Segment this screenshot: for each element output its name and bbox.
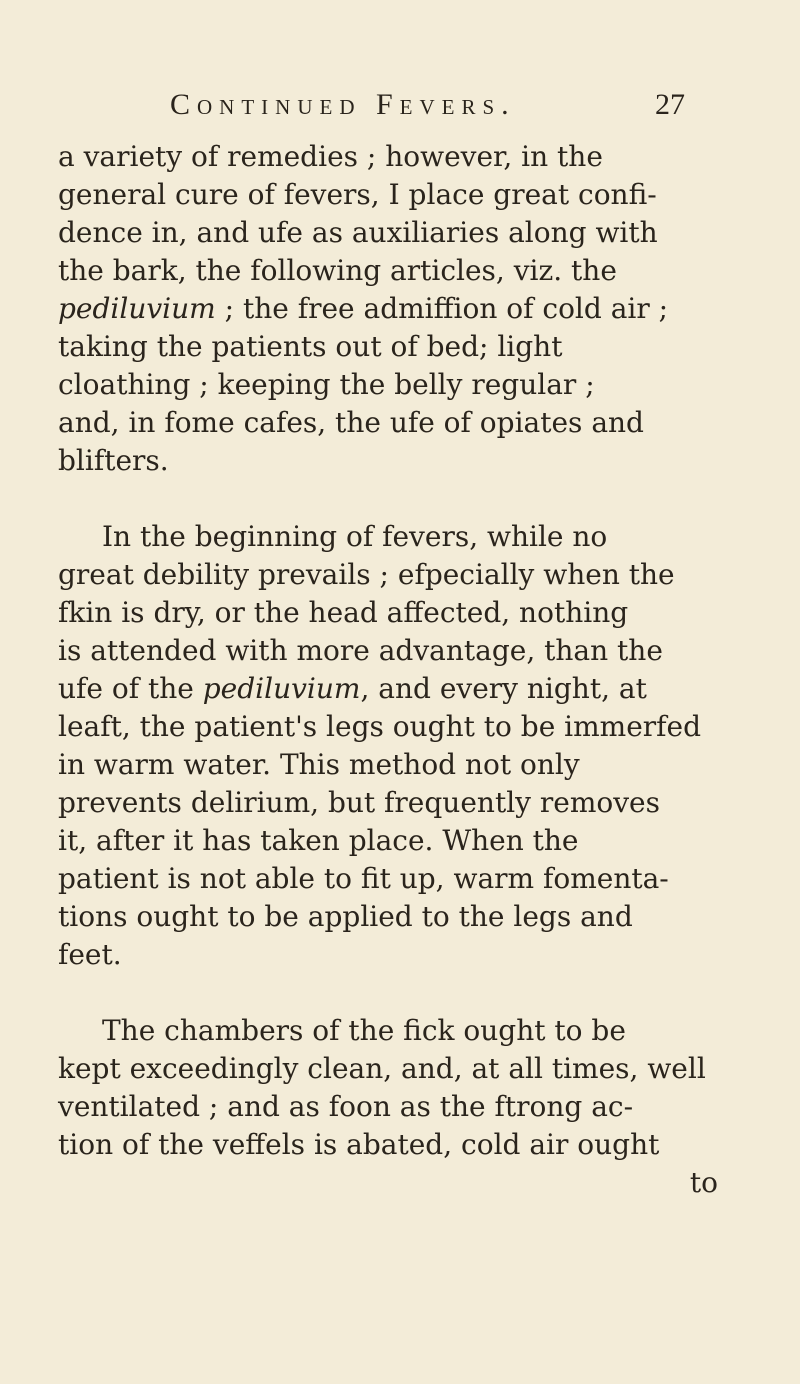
- running-head: [0, 88, 800, 128]
- italic-term: pediluvium: [202, 672, 361, 705]
- paragraph-3: [58, 1012, 718, 1202]
- text-line: blifters.: [58, 444, 169, 477]
- text-line: great debility prevails ; efpecially when the: [58, 558, 675, 591]
- text-line: tions ought to be applied to the legs and: [58, 900, 633, 933]
- text-line: In the beginning of fevers, while no: [102, 520, 608, 553]
- text-line: a variety of remedies ; however, in the: [58, 140, 603, 173]
- text-line: dence in, and ufe as auxiliaries along with: [58, 216, 658, 249]
- text-line: general cure of fevers, I place great confi-: [58, 178, 657, 211]
- page-number: 27: [655, 88, 685, 121]
- paragraph-1: [58, 138, 718, 480]
- text-line: in warm water. This method not only: [58, 748, 580, 781]
- text-line: fkin is dry, or the head affected, nothing: [58, 596, 629, 629]
- text-line: ventilated ; and as foon as the ftrong ac-: [58, 1090, 634, 1123]
- text-line: is attended with more advantage, than the: [58, 634, 663, 667]
- text-line: tion of the veffels is abated, cold air ought: [58, 1128, 660, 1161]
- text-line: pediluvium ; the free admiffion of cold air ;: [58, 290, 718, 328]
- text-line: prevents delirium, but frequently removes: [58, 786, 660, 819]
- running-head-title: Continued Fevers.: [170, 88, 516, 121]
- text-line: ufe of the pediluvium , and every night, at: [58, 670, 718, 708]
- paragraph-2: [58, 518, 718, 974]
- text-line: feet.: [58, 938, 122, 971]
- text-line: taking the patients out of bed; light: [58, 330, 563, 363]
- body-text: [58, 138, 718, 1202]
- italic-term: pediluvium: [58, 292, 216, 325]
- text-line: leaft, the patient's legs ought to be immerfed: [58, 710, 702, 743]
- catchword: to: [689, 1166, 718, 1199]
- text-line: and, in fome cafes, the ufe of opiates and: [58, 406, 644, 439]
- catchword-line: [58, 1164, 718, 1202]
- text-line: cloathing ; keeping the belly regular ;: [58, 368, 595, 401]
- text-line: patient is not able to fit up, warm fomenta-: [58, 862, 669, 895]
- text-line: kept exceedingly clean, and, at all times, well: [58, 1052, 706, 1085]
- text-line: the bark, the following articles, viz. the: [58, 254, 617, 287]
- text-line: it, after it has taken place. When the: [58, 824, 579, 857]
- text-line: The chambers of the fick ought to be: [102, 1014, 626, 1047]
